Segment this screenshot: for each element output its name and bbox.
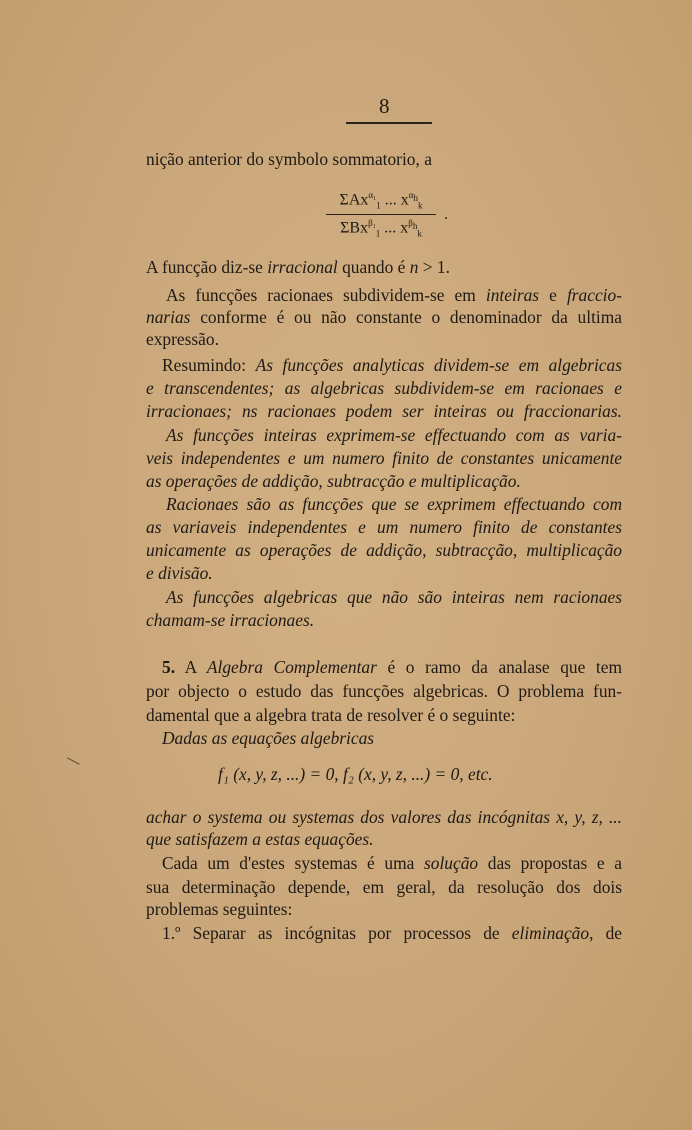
section-heading-line: 5. A Algebra Complementar é o ramo da analase que tem (162, 657, 622, 677)
text-line: as variaveis independentes e um numero finito de constantes (146, 517, 622, 537)
page-number-rule (346, 122, 432, 124)
text-line: e transcendentes; as algebricas subdividem-se em racionaes e (146, 378, 622, 398)
formula-denominator: ΣBx$^{\beta_1}_1$ ... $x^{\beta_h}_k$ (340, 217, 422, 239)
text-line: problemas seguintes: (146, 899, 293, 919)
text-line: Racionaes são as funcções que se exprimem effectuando com (166, 494, 622, 514)
text-line: achar o systema ou systemas dos valores das incógnitas x, y, z, ... (146, 807, 622, 827)
text-line: por objecto o estudo das funcções algebricas. O problema fun- (146, 681, 622, 701)
text-line: damental que a algebra trata de resolver é o seguinte: (146, 705, 516, 725)
text-line: As funcções inteiras exprimem-se effectuando com as varia- (166, 425, 622, 445)
text-line: 1.º Separar as incógnitas por processos de eliminação, de (162, 923, 622, 943)
text-line: irracionaes; ns racionaes podem ser inteiras ou fraccionarias. (146, 401, 622, 421)
text-line: Resumindo: As funcções analyticas dividem-se em algebricas (162, 355, 622, 375)
sum-fraction-formula (326, 190, 436, 238)
equation: f₁ (x, y, z, ...) = 0, f₂ (x, y, z, ...) = 0, etc. (218, 764, 493, 784)
text-line: As funcções algebricas que não são inteiras nem racionaes (166, 587, 622, 607)
formula-period: . (444, 206, 448, 223)
text-line: A funcção diz-se irracional quando é n > 1. (146, 257, 450, 277)
text-line: narias conforme é ou não constante o denominador da ultima (146, 307, 622, 327)
page-number: 8 (379, 94, 390, 118)
text-line: que satisfazem a estas equações. (146, 829, 374, 849)
text-line: chamam-se irracionaes. (146, 610, 315, 630)
formula-numerator: ΣAx$^{\alpha_1}_1$ ... $x^{\alpha_h}_k$ (339, 190, 423, 211)
text-line: As funcções racionaes subdividem-se em inteiras e fraccio- (166, 285, 623, 305)
text-line: e divisão. (146, 563, 213, 583)
text-line: Cada um d'estes systemas é uma solução das propostas e a (162, 853, 622, 873)
text-line: Dadas as equações algebricas (162, 728, 375, 748)
text-line: veis independentes e um numero finito de constantes unicamente (146, 448, 622, 468)
fraction-bar (326, 214, 436, 215)
text-line: unicamente as operações de addição, subtracção, multiplicação (146, 540, 622, 560)
text-line: nição anterior do symbolo sommatorio, a (146, 149, 432, 169)
margin-mark (62, 757, 80, 773)
text-line: as operações de addição, subtracção e multiplicação. (146, 471, 521, 491)
text-line: sua determinação depende, em geral, da resolução dos dois (146, 877, 622, 897)
text-line: expressão. (146, 329, 219, 349)
